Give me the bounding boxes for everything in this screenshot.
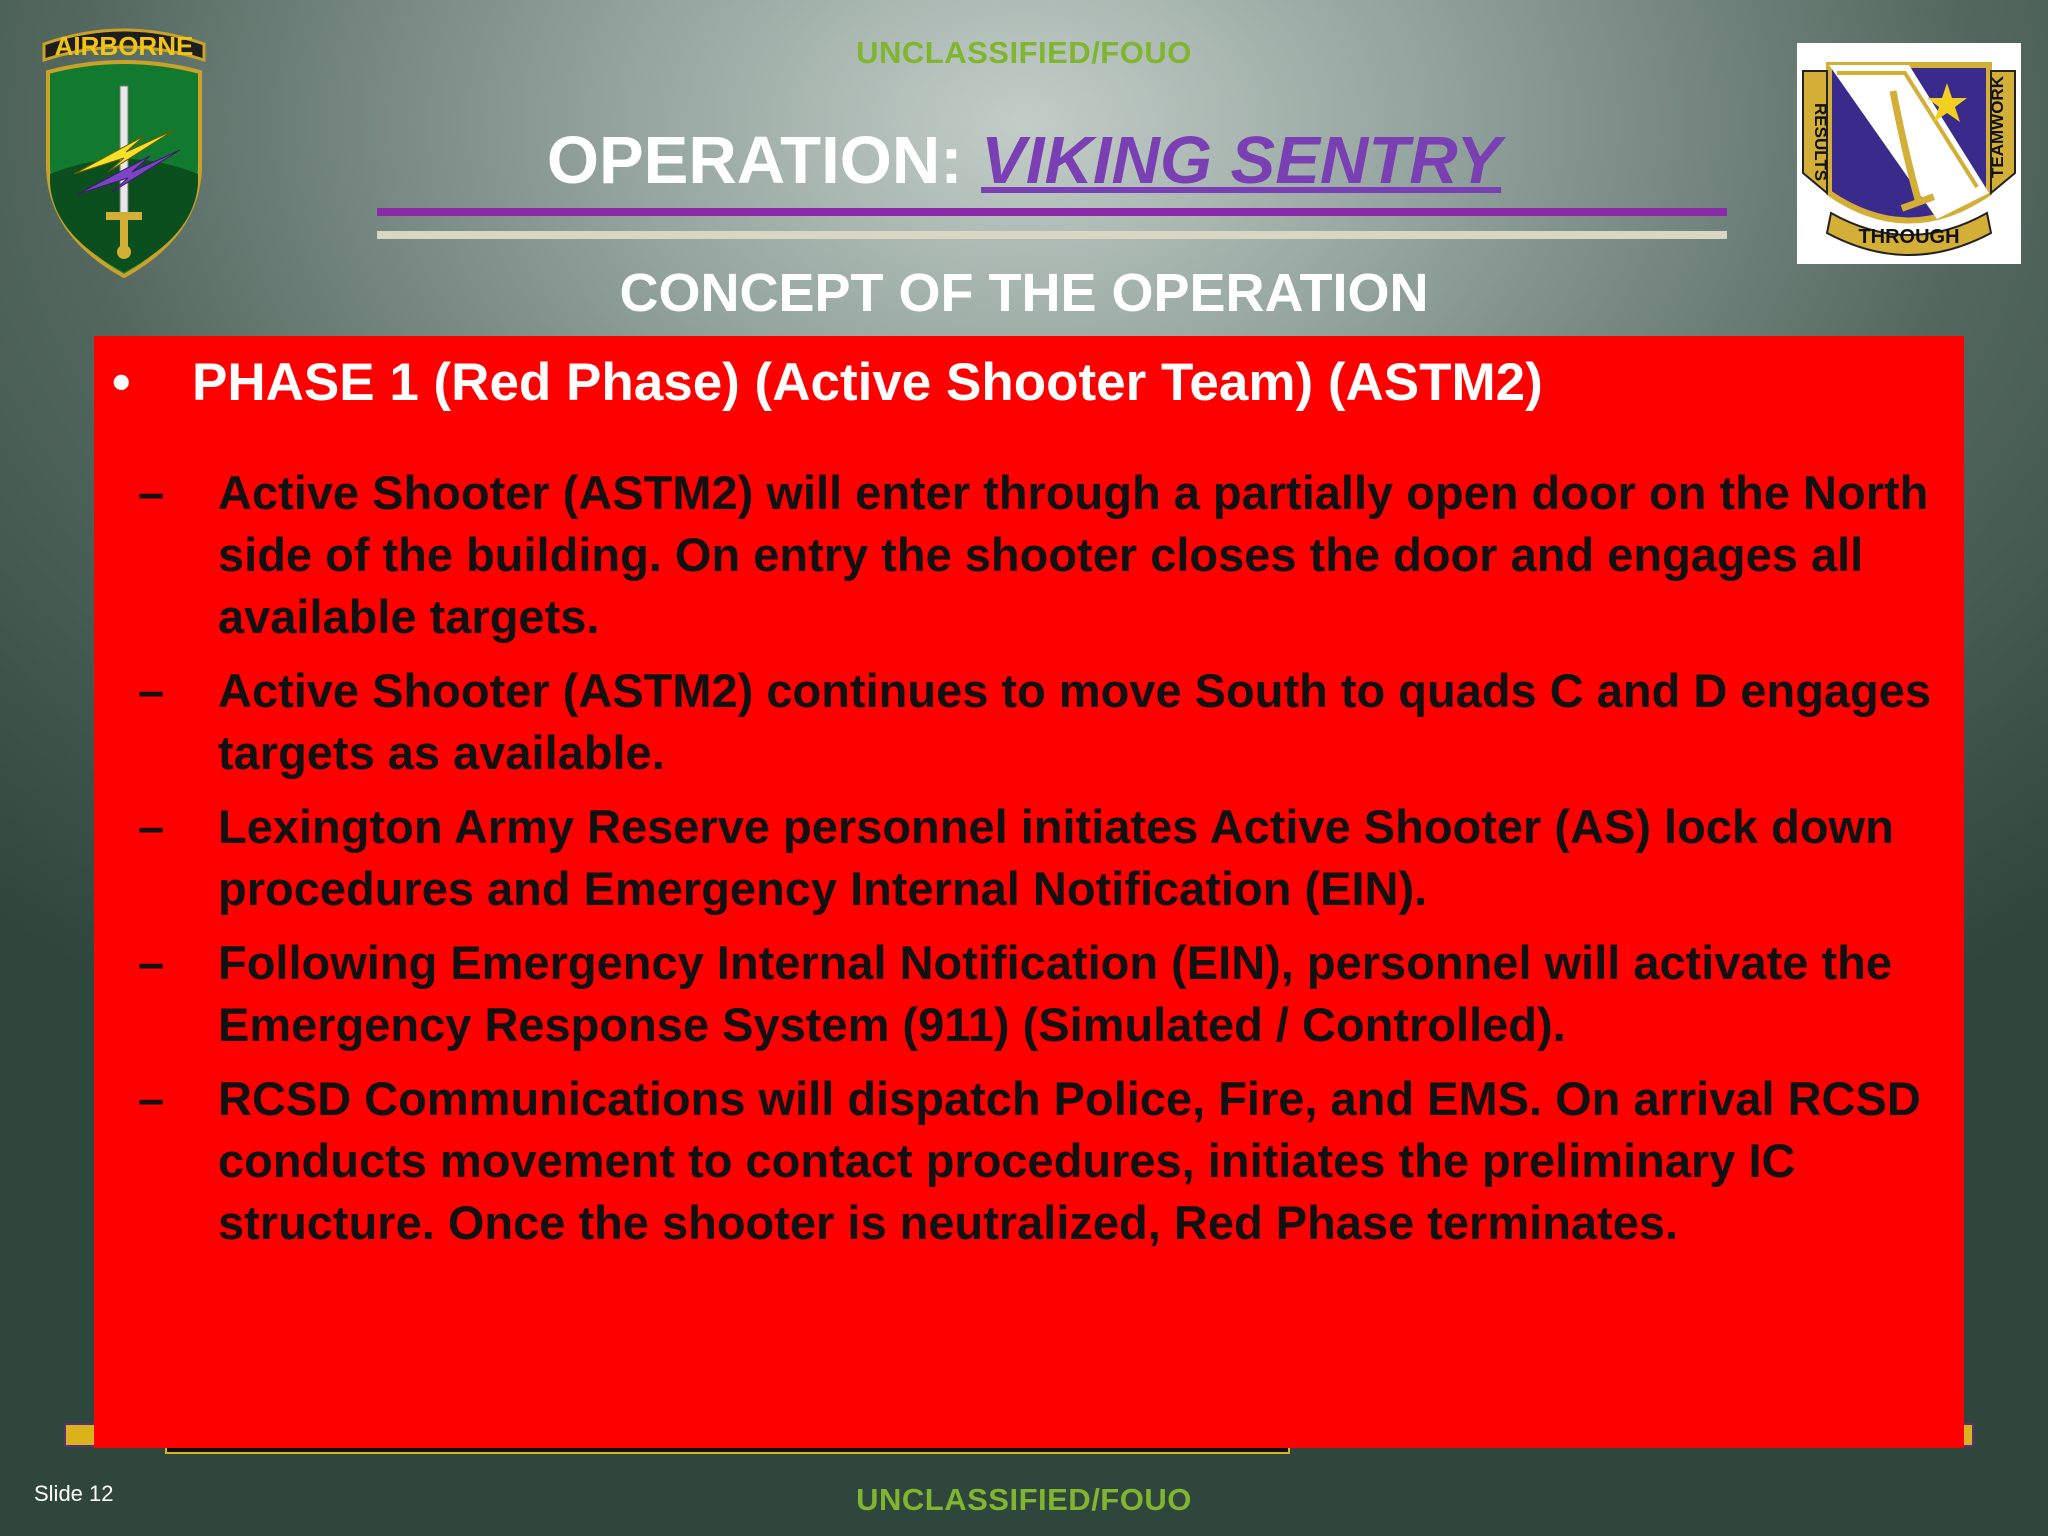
list-item xyxy=(138,932,1948,1056)
slide-title xyxy=(0,122,2048,199)
unit-crest-logo xyxy=(1797,43,2021,264)
item-dash: – xyxy=(138,936,165,989)
item-dash: – xyxy=(138,1072,165,1125)
slide-number: Slide 12 xyxy=(34,1481,114,1506)
list-item xyxy=(138,660,1948,784)
phase-heading xyxy=(112,352,1912,413)
airborne-tab-text: AIRBORNE xyxy=(54,31,194,61)
item-dash: – xyxy=(138,466,165,519)
title-rule-tan xyxy=(377,231,1727,239)
item-text: Active Shooter (ASTM2) will enter through a partially open door on the North side of the building. On entry the shooter closes the door and engages all available targets. xyxy=(218,466,1929,643)
classification-banner-top: UNCLASSIFIED/FOUO xyxy=(856,35,1192,70)
list-item xyxy=(138,1068,1948,1254)
item-text: RCSD Communications will dispatch Police, Fire, and EMS. On arrival RCSD conducts movement to contact procedures, initiates the preliminary IC structure. Once the shooter is neutralized, Red Phase terminates. xyxy=(218,1072,1921,1249)
unit-crest-sword-star-icon xyxy=(1797,43,2021,264)
crest-text-results: RESULTS xyxy=(1811,103,1830,182)
item-text: Active Shooter (ASTM2) continues to move South to quads C and D engages targets as available. xyxy=(218,664,1932,779)
crest-text-through: THROUGH xyxy=(1858,226,1960,248)
title-prefix: OPERATION: xyxy=(546,123,982,198)
item-text: Lexington Army Reserve personnel initiates Active Shooter (AS) lock down procedures and Emergency Internal Notification (EIN). xyxy=(218,800,1894,915)
phase-item-list xyxy=(138,462,1948,1266)
item-dash: – xyxy=(138,800,165,853)
item-text: Following Emergency Internal Notification (EIN), personnel will activate the Emergency Response System (911) (Simulated / Controlled). xyxy=(218,936,1892,1051)
item-dash: – xyxy=(138,664,165,717)
classification-banner-bottom: UNCLASSIFIED/FOUO xyxy=(856,1482,1192,1517)
list-item xyxy=(138,462,1948,648)
phase-bullet: • xyxy=(112,353,131,412)
list-item xyxy=(138,796,1948,920)
operation-name: VIKING SENTRY xyxy=(981,123,1502,198)
phase-title: PHASE 1 (Red Phase) (Active Shooter Team) (ASTM2) xyxy=(192,353,1543,412)
crest-text-teamwork: TEAMWORK xyxy=(1988,76,2007,178)
title-rule-purple xyxy=(377,208,1727,216)
slide-subtitle: CONCEPT OF THE OPERATION xyxy=(619,263,1429,323)
